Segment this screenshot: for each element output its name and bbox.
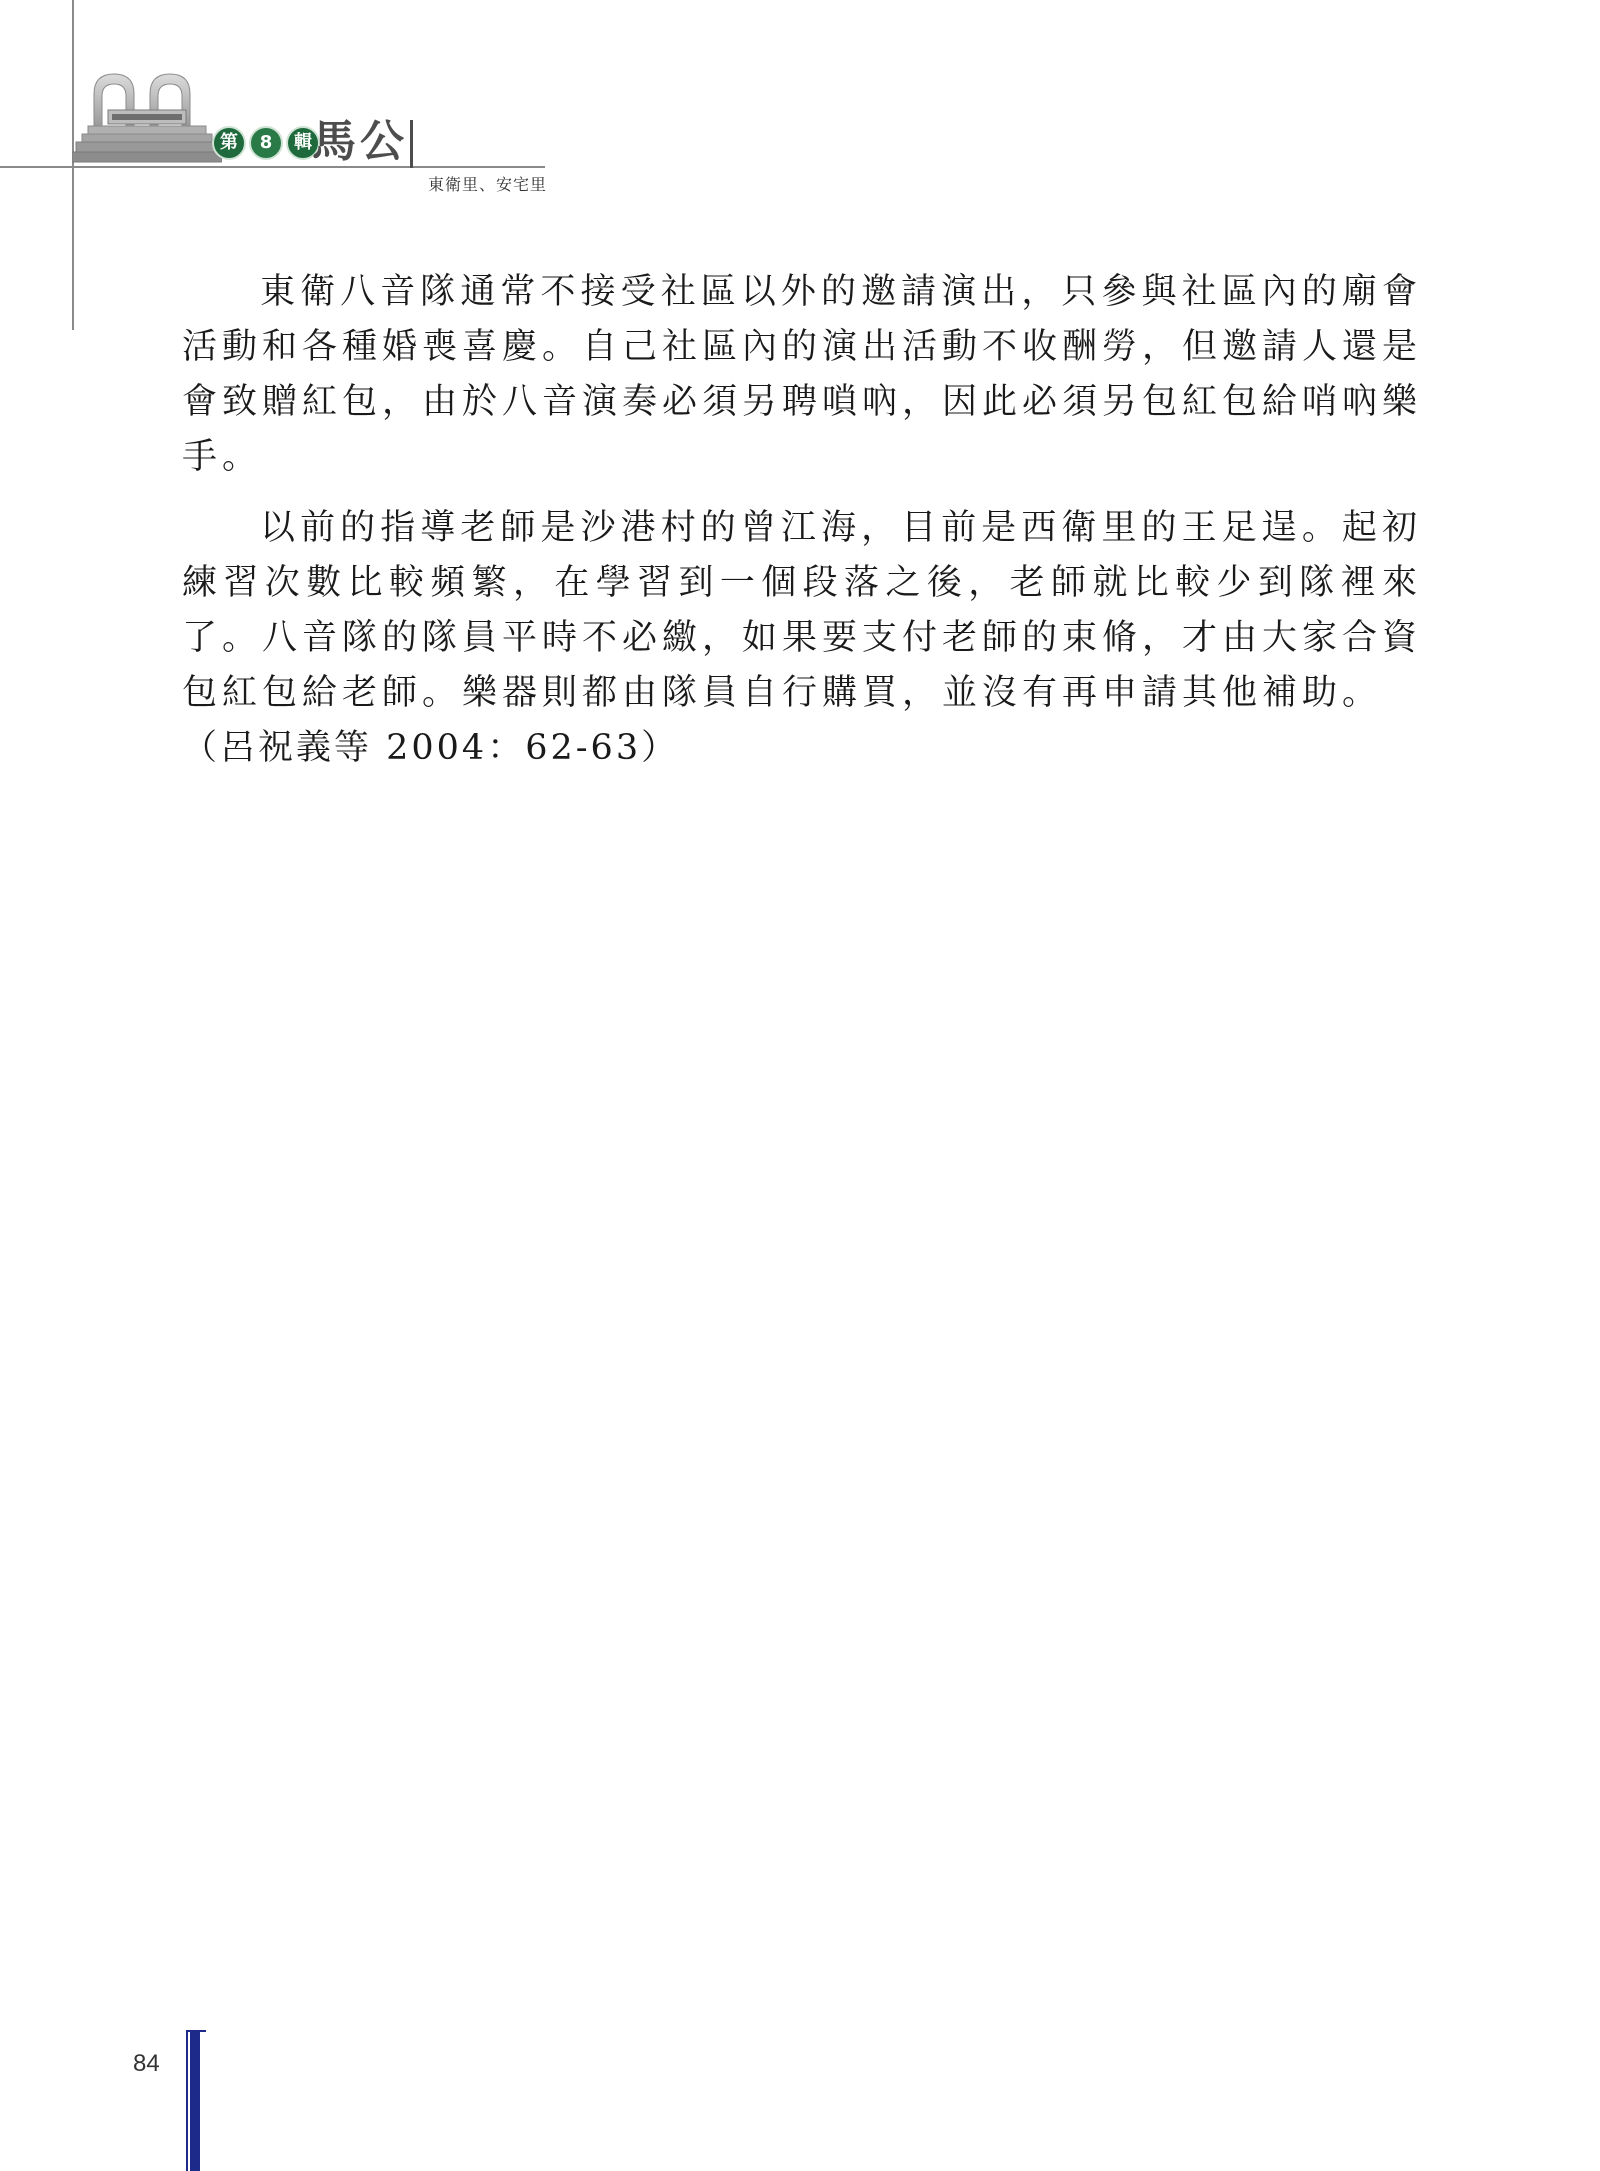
monument-icon <box>72 66 222 166</box>
series-number-badge: 8 <box>249 126 283 160</box>
page-number: 84 <box>133 2050 160 2077</box>
footer-thin-rule <box>186 2030 188 2171</box>
title-divider <box>410 120 413 168</box>
body-text <box>182 265 1422 776</box>
paragraph: 東衛八音隊通常不接受社區以外的邀請演出，只參與社區內的廟會活動和各種婚喪喜慶。自己社區內的演出活動不收酬勞，但邀請人還是會致贈紅包，由於八音演奏必須另聘嗩吶，因此必須另包紅包給哨吶樂手。 <box>182 272 1423 477</box>
chapter-subtitle: 東衛里、安宅里 <box>428 175 548 194</box>
header-horizontal-rule <box>0 166 545 168</box>
footer-accent-bar <box>190 2030 200 2171</box>
series-prefix-badge: 第 <box>212 126 246 160</box>
series-suffix-badge: 輯 <box>286 126 320 160</box>
book-title: 馬公 <box>312 116 408 167</box>
series-label <box>212 126 320 160</box>
paragraph: 以前的指導老師是沙港村的曾江海，目前是西衛里的王足逞。起初練習次數比較頻繁，在學習到一個段落之後，老師就比較少到隊裡來了。八音隊的隊員平時不必繳，如果要支付老師的束脩，才由大家合資包紅包給老師。樂器則都由隊員自行購買，並沒有再申請其他補助。 <box>182 508 1423 713</box>
citation: （呂祝義等 2004：62-63） <box>182 728 680 768</box>
